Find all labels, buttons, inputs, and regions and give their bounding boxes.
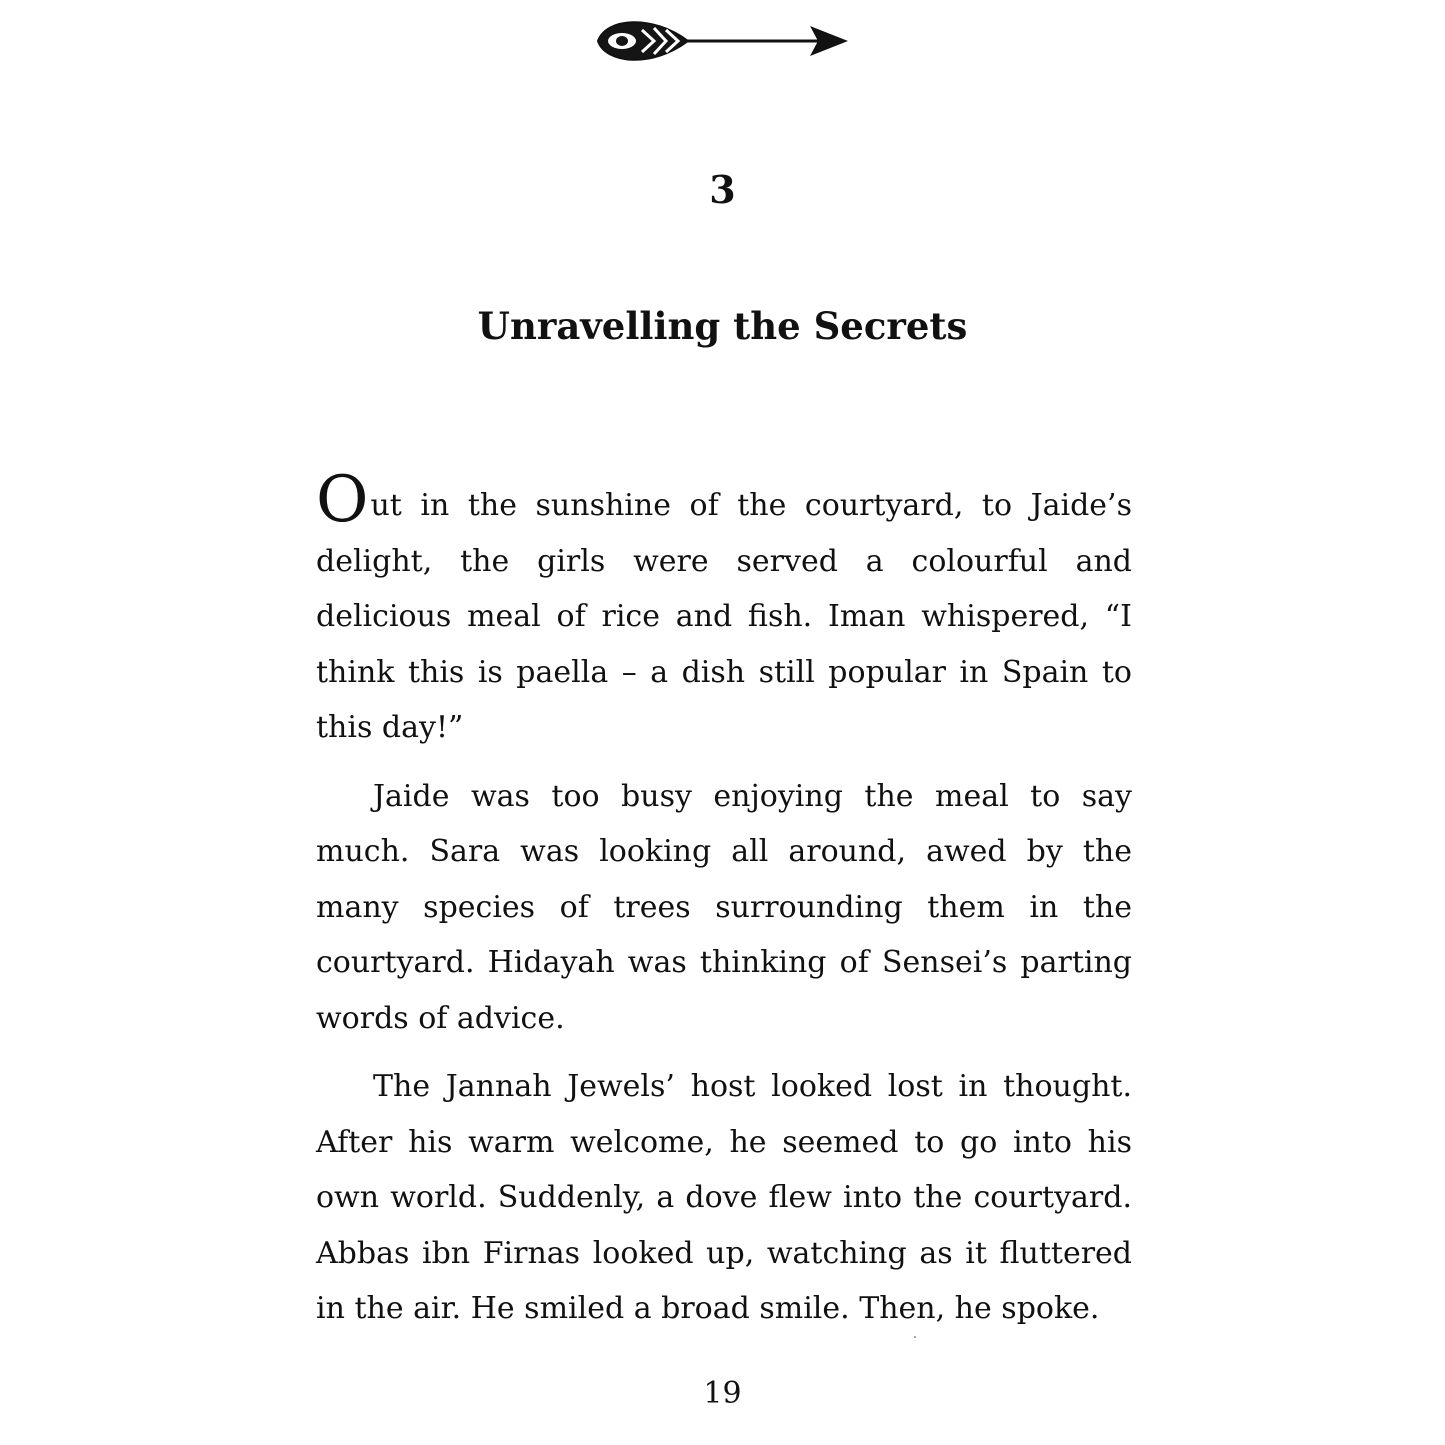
paragraph-2: Jaide was too busy enjoying the meal to say much. Sara was looking all around, awed by the many species of trees surrounding them in the courtyard. Hidayah was thinking of Sensei’s parting words of advice. [316,778,1132,1036]
paragraph-1-text: ut in the sunshine of the courtyard, to Jaide’s delight, the girls were served a colourful and delicious meal of rice and fish. Iman whispered, “I think this is paella – a dish still popular in Spain to this day!” [316,488,1132,745]
feather-arrow-icon [592,10,854,72]
paragraph-3: The Jannah Jewels’ host looked lost in thought. After his warm welcome, he seemed to go into his own world. Suddenly, a dove flew into the courtyard. Abbas ibn Firnas looked up, watching as it fluttered in the air. He smiled a broad smile. Then, he spoke. [316,1069,1132,1326]
page-number: 19 [703,1376,742,1411]
drop-cap: O [316,463,369,537]
paragraph-1 [316,463,1132,756]
chapter-body [316,463,1132,1337]
chapter-title: Unravelling the Secrets [477,304,968,348]
chapter-number: 3 [709,167,736,212]
print-speck [914,1336,916,1338]
